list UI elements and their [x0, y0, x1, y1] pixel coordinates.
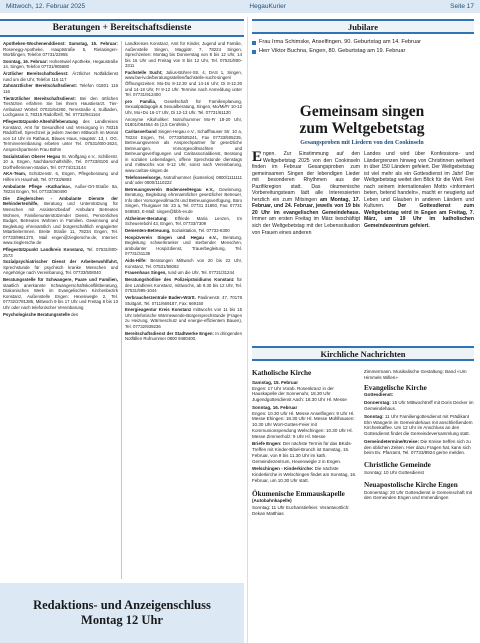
entry-text: Singen-Hegau e.V., Schaffhauser Str. 10 a, 78234 Engen, Tel. 07733/505241, Fax 07733/505235, Betreuungsverein als Ansprechpartner für gesetzliche Betreuungen, Vorsorgevollmachten und Betreuungsverfügungen und Caritassozialdienst, Beratung in sozialen Lebenslagen, offene Sprechstunde dienstags und mittwochs von 9-12 Uhr, sonst nach Vereinbarung, www.caritas-singen.de: [125, 128, 242, 173]
entry-text: Anonyme Alkoholiker: Notrufnummer Mo-Fr 18-20 Uhr, 01801/064564 45 (2,5 Cent/Min.): [125, 116, 242, 128]
list-item: [125, 228, 242, 234]
beratungen-section-title: Beratungen + Bereitschaftsdienste: [0, 19, 244, 37]
list-item: Herr Viktor Buchna, Engen, 80. Geburtstag am 19. Februar: [252, 47, 472, 56]
entry-text: Gesellschaft für Familienplanung, Sexualpädagogik & Sexualberatung, Singen, Mo/Mi/Fr 10-12 Uhr, Mo+Do 16-17 Uhr, Di 12-13 Uhr, Tel. 07731/61120: [125, 98, 242, 115]
list-item: [3, 154, 118, 171]
entry-heading: Zahnärztlicher Bereitschaftsdienst:: [3, 83, 78, 89]
entry-heading: Caritasverband: [125, 128, 157, 134]
entry-heading: Ärztlicher Bereitschaftsdienst:: [3, 71, 69, 77]
entry-heading: Sozialstation Oberer Hegau: [3, 153, 61, 159]
article-column-1: Engen. Zur Einstimmung auf den Weltgebetstag 2025 von den Cookinseln finden im Februar Gesangsproben zum gemeinsamen Singen der lebendigen Lieder mit besonderen Rhythmen aus der Pazifikregion statt. Das ökumenische Vorbereitungsteam lädt alle Interessierten herzlich ein zum Mitsingen am Montag, 17. Februar, und 24. Februar, jeweils von 19 bis 20 Uhr im evangelischen Gemeindehaus. Immer am ersten Freitag im März beschäftigt sich der Weltgebetstag mit der Lebenssituation von Frauen eines anderen: [252, 151, 360, 236]
entry-heading: Energieagentur Kreis Konstanz: [125, 307, 192, 313]
entry-heading: Fachstelle Sucht;: [125, 69, 163, 75]
entry-text: Schützenstr. 6, Engen, Pflegeberatung und Hilfen im Haushalt, Tel. 07733/6893: [3, 171, 118, 182]
article-dropcap: E: [252, 151, 263, 165]
gottesdienst-subtitle: Gottesdienst:: [364, 392, 394, 398]
list-item: Frau Irma Schimske, Anselfingen, 90. Geburtstag am 14. Februar: [252, 38, 472, 47]
beratungen-column-2: [125, 41, 242, 581]
list-item: [125, 99, 242, 116]
entry-text: Bei den örtlichen Tierärzten erfahren Sie bei Ihrem Haustierarzt. Tier-Ambulanz Wörtel: 07031/64260, Terrestraße 4, Sulbaden, Lochgasse 3, 78315 Radolfzell, Tel. 07732/941164: [3, 95, 118, 118]
entry-heading: pro Familia,: [125, 98, 157, 104]
header-page-number: Seite 17: [450, 3, 474, 10]
article-column-2: Landes und wird über Konfessions- und Ländergrenzen hinweg von Christinnen weltweit in über 150 Ländern gefeiert. Der Weltgebetstag ist viel mehr als ein Gottesdienst im Jahr! Der Weltgebetstag weitet den Blick für die Welt. Frei nach seinem internationalen Motto «informiert beten, betend handeln», macht er neugierig auf Leben und Glauben in anderen Ländern und Kulturen. Der Gottesdienst zum Weltgebetstag wird in Engen am Freitag, 7. März, um 19 Uhr im katholischen Gemeindezentrum gefeiert.: [364, 151, 474, 230]
entry-heading: Bereitschaftsdienst der Stadtwerke Engen:: [125, 330, 214, 336]
bullet-square-icon: [252, 41, 256, 45]
entry-heading: Sonntag, 16. Februar:: [3, 58, 48, 64]
entry-text: Ärztlicher Notfalldienst rund um die Uhr, Telefon 116 117: [3, 71, 118, 82]
entry-heading: Telefonseelsorge,: [125, 174, 162, 180]
entry-text: In dringenden Notfällen Rufnummer 0800 9480400.: [125, 330, 242, 342]
list-item: [3, 247, 118, 258]
list-item: [3, 83, 118, 94]
entry-heading: Beratungshotline des Polizeipräsidiums Konstanz: [125, 277, 234, 283]
entry-text: des: [69, 311, 79, 317]
entry-heading: Ambulante Pflege «Katharina»,: [3, 183, 72, 189]
list-item: Sonntag: 10 Uhr Gottesdienst: [364, 470, 424, 475]
entry-text: Beratung und Unterstützung für Menschen mit Assistenzbedarf Ambulant Betreutes Wohnen, Familienunterstützender Dienst, Persönliches Budget, Betreutes Wohnen in Familien. Gewinnung und Begleitung ehrenamtlich und bürgerschaftlich engagierter MitarbeiterInnen. Breite Straße 11, 78234 Engen, Tel. 07733/9961370, Mail engen@zieglersche.de, Internet: www.zieglersche.de: [3, 201, 118, 246]
entry-heading: Hospizverein Singen und Hegau e.V.,: [125, 234, 218, 240]
entry-text: des Landkreises Konstanz, Amt für Gesundheit und Versorgung in 78315 Radolfzell, Sprechzeit ja jedem zweiten Mittwoch im Monat von 14 Uhr im Rathaus, Blaues Haus, Hauptstr. 13, I. OG. Terminvereinbarung erbeten unter Tel. 07531/800-2624, Ansprechpartnerin Frau Böhm: [3, 119, 118, 152]
list-item: [3, 71, 118, 82]
entry-text: Telefon 01801 116 116: [3, 83, 118, 94]
redaktionsschluss-line-2: Montag 12 Uhr: [81, 613, 163, 627]
neuapostolische-kirche-title: Neuapostolische Kirche Engen: [364, 480, 458, 489]
entry-text: Julius-Bührer-Str. 4, DAS 1, Singen, www.bw-lv.de/beratungsstellen/fachstelle-sucht-singen/ Öffnungszeiten: Mo-Do 8-12.30 und 14-16 Uhr; Di 8-12.30 und 14-18 Uhr, Fr 8-12 Uhr. Termine nach Anmeldung unter Tel. 07731/912400: [125, 69, 242, 98]
bullet-square-icon: [252, 50, 256, 54]
list-item: [125, 41, 242, 69]
list-item: [125, 331, 242, 342]
entry-text: Hohentwiel Apotheke, Hegaustraße 14, Singen, Telefon 07731/905680: [3, 58, 118, 70]
entry-heading: Beratungsstelle für Schwangere, Paare und Familien,: [3, 277, 118, 283]
entry-heading: AKA-Team,: [3, 171, 27, 177]
entry-heading: Aids-Hilfe:: [125, 258, 147, 264]
column-divider: [121, 41, 122, 579]
kirchliche-section-title: Kirchliche Nachrichten: [252, 346, 474, 361]
list-item: Donnerstag: 20 Uhr Gottesdienst in Gemeinschaft mit den Gemeinden Engen und Immendingen: [364, 489, 472, 501]
beratungen-column-1: [3, 41, 118, 581]
jubilare-list: [252, 38, 472, 56]
entry-text: für den Landkreis Konstanz, mittwochs, ab 9.30 bis 12 Uhr, Tel. 07531/995-1044: [125, 277, 242, 294]
list-item: Samstag, 15. Februar Engen: 17 Uhr Vorab. Rosenkranz in der Hauskapelle der Sonnenuhr, 18.30 Uhr Jugendgottesdienst Aach: 18.30 Uhr Hl. Messe: [252, 380, 347, 403]
entry-text: Paulinenstr. 47, 70178 Stuttgart, Tel. 0711/669187, Fax: 669150: [125, 294, 242, 306]
page-column-divider: [247, 17, 248, 643]
christliche-gemeinde-title: Christliche Gemeinde: [364, 461, 431, 469]
entry-text: rund um die Uhr, Tel. 07731/31244: [166, 270, 235, 276]
entry-text: Beratung, Begleitung schwerkranker und sterbender Menschen, ambulanter Hospizdienst, Trauerbegleitung, Tel. 07731/31138: [125, 234, 242, 257]
list-item: [125, 235, 242, 257]
list-item: [125, 187, 242, 215]
page-header: [0, 0, 480, 13]
redaktionsschluss-box: [0, 583, 244, 643]
entry-text: Elfriede Maria Lenzen, Im Scheuerebohl 43, Engen, Tel. 07733/7309: [125, 215, 242, 227]
kirchliche-column-2: [364, 364, 474, 643]
katholische-kirche-title: Katholische Kirche: [252, 369, 312, 377]
evangelische-kirche-title: Evangelische Kirche: [364, 384, 427, 393]
list-item: Donnerstag: 15 Uhr Mittwochtreff mit Doris Decker im Gemeindehaus.: [364, 400, 474, 411]
list-item: [3, 196, 118, 246]
entry-heading: Psychologische Beratungsstelle: [3, 311, 70, 317]
entry-heading: Frauenhaus Singen,: [125, 270, 167, 276]
redaktionsschluss-line-1: Redaktions- und Anzeigenschluss: [33, 598, 211, 612]
list-item: [3, 96, 118, 118]
entry-heading: Sozialpsychiatrischer Dienst der Arbeiterwohlfahrt,: [3, 259, 118, 265]
entry-heading: Alzheimer-Beratung:: [125, 215, 168, 221]
entry-text: St. Wolfgang e.V., Schillerstr. 10 a, Engen, Nachbarschaftshilfe, Tel. 07733/8100 und Dorfhelferinnen-Station, Tel. 07774/213144: [3, 153, 118, 170]
entry-text: Sozialstation, Tel. 07733-8300: [170, 228, 230, 233]
list-item: [3, 259, 118, 276]
list-item: [125, 129, 242, 173]
list-item: [125, 270, 242, 276]
emmauskapelle-title: Ökumenische Emmauskapelle: [252, 489, 345, 498]
list-item: [125, 117, 242, 128]
list-item: [3, 312, 118, 318]
entry-text: Rosenegg-Apotheke, Hauptstraße 5, Rielasingen-Worblingen, Telefon 07731/22955: [3, 46, 118, 58]
emmauskapelle-subtitle: (Autobahnkapelle): [252, 497, 292, 503]
kirchliche-column-1: [252, 364, 360, 643]
list-item: [3, 277, 118, 310]
entry-heading: Tierärztlicher Bereitschaftsdienst:: [3, 95, 76, 101]
entry-text: Landkreises Konstanz, Amt für Kinder, Jugend und Familie, Außenstelle Singen, Maggistr. 7, 78224 Singen, Sprechzeiten: Montag bis Donnerstag von 8 bis 12 Uhr, 14 bis 16 Uhr und Freitag von 8 bis 12 Uhr, Tel. 07531/800-3311: [125, 41, 242, 69]
list-item: Sonntag: 11 Uhr Familiengottesdienst mit Prädikant Elm Wangerin im Gemeindehaus mit anschließendem Kirchenkaffee. Um 12 Uhr im Anschluss an den Gottesdienst findet die Gemeindeversammlung statt.: [364, 413, 473, 436]
entry-text: Beratungen Mittwoch von 20 bis 22 Uhr, Konstanz, Tel. 07531/56062: [125, 258, 242, 269]
list-item: [125, 70, 242, 98]
list-item: [3, 184, 118, 195]
list-item: Gemeindetermine/Kreise: Die Kreise treffen sich zu den üblichen Zeiten. Hier dazu Fragen hat, kann sich beim Ev. Pfarramt, Tel. 07733/8924 gerne melden.: [364, 438, 471, 456]
list-item: Sonntag, 16. Februar Engen: 10.30 Uhr Hl. Messe Anselfingen: 9 Uhr Hl. Messe Ehingen: 18.30 Uhr Hl. Messe Mühlhausen: 10.30 Uhr Wort-Gottes-Feier mit Kommunionspendung Welschingen: 10.30 Uhr Hl. Messe Zimmerholz: 9 Uhr Hl. Messe: [252, 405, 355, 439]
entry-text: Außer-Ort-Straße 8a, 78234 Engen, Tel. 07733/360490: [3, 183, 118, 195]
article-headline: Gemeinsam singen zum Weltgebetstag: [299, 103, 425, 137]
entry-heading: Betreuungsverein Bodensee/Hegau e.V.,: [125, 186, 215, 192]
entry-heading: Pflegestützpunkt-Altenhilfeberatung: [3, 119, 78, 125]
list-item: [125, 295, 242, 306]
entry-heading: Dementen-Betreuung,: [125, 228, 171, 233]
list-item: [3, 59, 118, 70]
list-item: [3, 41, 118, 58]
list-item: [3, 171, 118, 182]
header-date: Mittwoch, 12. Februar 2025: [6, 3, 86, 10]
list-item: [125, 307, 242, 329]
entry-heading: Die Zieglerschen - Ambulante Dienste der Behindertenhilfe,: [3, 195, 118, 207]
entry-heading: Pflegestützpunkt Landkreis Konstanz,: [3, 247, 85, 253]
list-item: Briefe Engen: Der nächste Termin für das BKids-Treffen mit Kinder-Bibel-Brunch ist Samstag, 15. Februar, von 9 bis 11.30 Uhr im kath. Gemeindezentrum, Hexenwegle 2 in Engen.: [252, 441, 352, 464]
entry-text: Gewinnung, Beratung, Begleitung ehrenamtlicher gesetzlicher Betreuer, Info über Vorsorgevollmacht und Betreuungsverfügung, Büro Singen, Thurgauer Str. 23 a, Tel. 07731 31893, Fax: 07731 948583, E-Mail: singen@bbh-ev.de: [125, 186, 242, 214]
list-item: [125, 258, 242, 269]
list-item: Sonntag: 11 Uhr Eucharistiefeier. Verantwortlich: Dekan Matthias: [252, 505, 350, 517]
article-subheadline: Gesangsproben mit Liedern von den Cookinseln: [300, 140, 424, 146]
entry-text: mittwochs von 11 bis 15 Uhr telefonische Wärmewende-Bürgersprechstunde (Fragen zu Heizung, Wärmeschutz und energie-effizientem Bauen), Tel. 07732/939236: [125, 307, 242, 329]
entry-heading: Verbraucherzentrale Baden-Württ.: [125, 294, 196, 300]
entry-text: Notrufnummer (kostenlos) 0800/1111111 und/ oder 0800/1110222: [125, 174, 242, 186]
entry-text: Sprechstunde für psychisch kranke Menschen und Angehörige nach Vereinbarung, Tel. 07733/508040: [3, 264, 118, 276]
header-paper-name: HegauKurier: [249, 3, 286, 10]
list-item: Welschingen - Kinderkirche: Die nächste Kinderkirche in Welschingen findet am Sonntag, 16. Februar, um 10.30 Uhr statt.: [252, 466, 357, 483]
list-item: [125, 175, 242, 186]
list-item: [3, 119, 118, 152]
list-item: [125, 216, 242, 227]
entry-heading: Apotheken-Wochenenddienst: Samstag, 15. Februar:: [3, 41, 118, 46]
list-item: [125, 277, 242, 294]
entry-text: staatlich anerkannte Schwangerschaftskonfliktberatung, Diakonisches Werk im Evangelischen Kirchenbezirk Konstanz, Außenstelle Engen: Hexenwegle 2, Tel. 07732/2781385, Mittwoch 9 bis 17 Uhr und Freitag 8 bis 13 Uhr oder nach telefonischer Vereinbarung: [3, 282, 118, 310]
jubilare-section-title: Jubilare: [252, 19, 474, 34]
list-item: Zimmermann. Musikalische Gestaltung: Band «Um Himmels Willen»: [364, 369, 467, 380]
entry-text: Tel. 07531/800-2573: [3, 247, 118, 258]
